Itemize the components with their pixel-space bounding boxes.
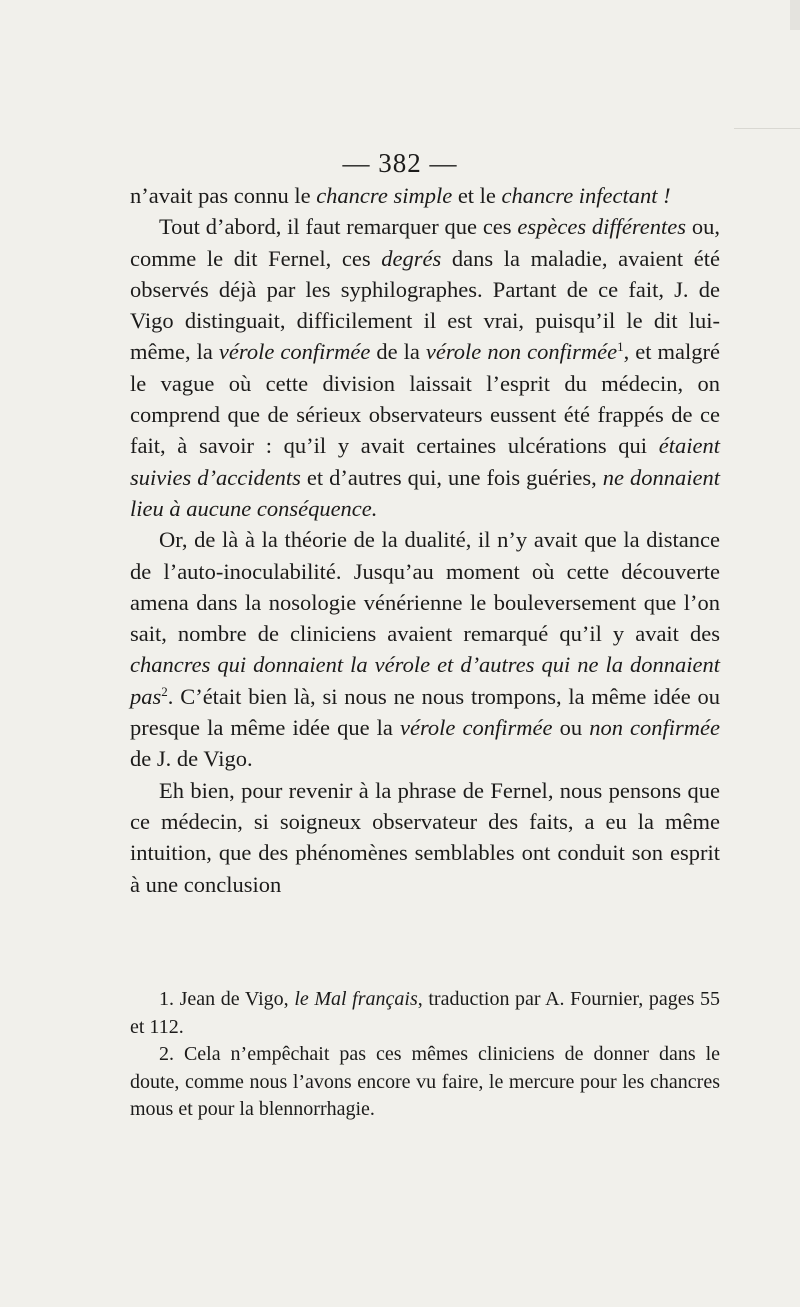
italic-term: étaient suivies d’accidents: [130, 433, 720, 490]
main-text: [130, 180, 720, 900]
scan-edge-mark: [734, 128, 800, 129]
italic-term: le Mal français: [294, 988, 418, 1010]
text-run: et d’autres qui, une fois guéries,: [300, 464, 603, 490]
paragraph: [130, 211, 720, 524]
paragraph: [130, 775, 720, 900]
footnote-ref[interactable]: 1: [617, 339, 624, 355]
text-run: 2. Cela n’empêchait pas ces mêmes cliniciens de donner dans le doute, comme nous l’avons encore vu faire, le mercure pour les chancres mous et pour la blennorrhagie.: [130, 1043, 720, 1120]
text-run: de la: [370, 339, 426, 365]
text-run: Tout d’abord, il faut remarquer que ces: [159, 214, 518, 240]
text-run: , traduction par A. Fournier, pages 55 et 112.: [130, 988, 720, 1038]
text-run: dans la maladie, avaient été observés déjà par les syphilographes. Partant de ce fait, J. de Vigo distinguait, difficilement il est vrai, puisqu’il le dit lui-même, la: [130, 245, 720, 365]
text-run: . C’était bien là, si nous ne nous trompons, la même idée ou presque la même idée que la: [130, 683, 720, 741]
text-run: 1. Jean de Vigo,: [159, 988, 295, 1010]
italic-term: chancre infectant !: [501, 183, 671, 208]
italic-term: vérole non confirmée: [425, 339, 618, 365]
scan-edge-mark: [790, 0, 800, 30]
footnote-ref[interactable]: 2: [161, 683, 168, 699]
text-run: ou: [552, 715, 590, 741]
paragraph: [130, 524, 720, 774]
footnote: [130, 986, 720, 1041]
text-run: de J. de Vigo.: [130, 746, 253, 772]
italic-term: chancres qui donnaient la vérole et d’autres qui ne la donnaient pas: [130, 652, 720, 709]
text-run: Eh bien, pour revenir à la phrase de Fernel, nous pensons que ce médecin, si soigneux observateur des faits, a eu la même intuition, que des phénomènes semblables ont conduit son esprit à une conclusion: [130, 777, 720, 897]
italic-term: ne donnaient lieu à aucune conséquence.: [130, 464, 720, 521]
text-run: , et malgré le vague où cette division laissait l’esprit du médecin, on comprend que de sérieux observateurs eussent été frappés de ce fait, à savoir : qu’il y avait certaines ulcérations qui: [130, 339, 720, 459]
page-number: — 382 —: [342, 148, 458, 178]
italic-term: vérole confirmée: [400, 715, 553, 741]
text-run: Or, de là à la théorie de la dualité, il n’y avait que la distance de l’auto-inoculabilité. Jusqu’au moment où cette découverte amena dans la nosologie vénérienne le bouleversement que l’on sait, nombre de cliniciens avaient remarqué qu’il y avait des: [130, 527, 720, 647]
italic-term: degrés: [381, 245, 442, 271]
footnotes: [130, 986, 720, 1124]
italic-term: vérole confirmée: [218, 339, 371, 365]
paragraph: [130, 180, 720, 211]
italic-term: chancre simple: [316, 183, 453, 208]
footnote: [130, 1041, 720, 1124]
italic-term: espèces différentes: [517, 214, 687, 240]
text-run: ou, comme le dit Fernel, ces: [130, 214, 720, 271]
italic-term: non confirmée: [589, 715, 721, 741]
text-run: et le: [452, 183, 502, 208]
text-run: n’avait pas connu le: [130, 183, 317, 208]
